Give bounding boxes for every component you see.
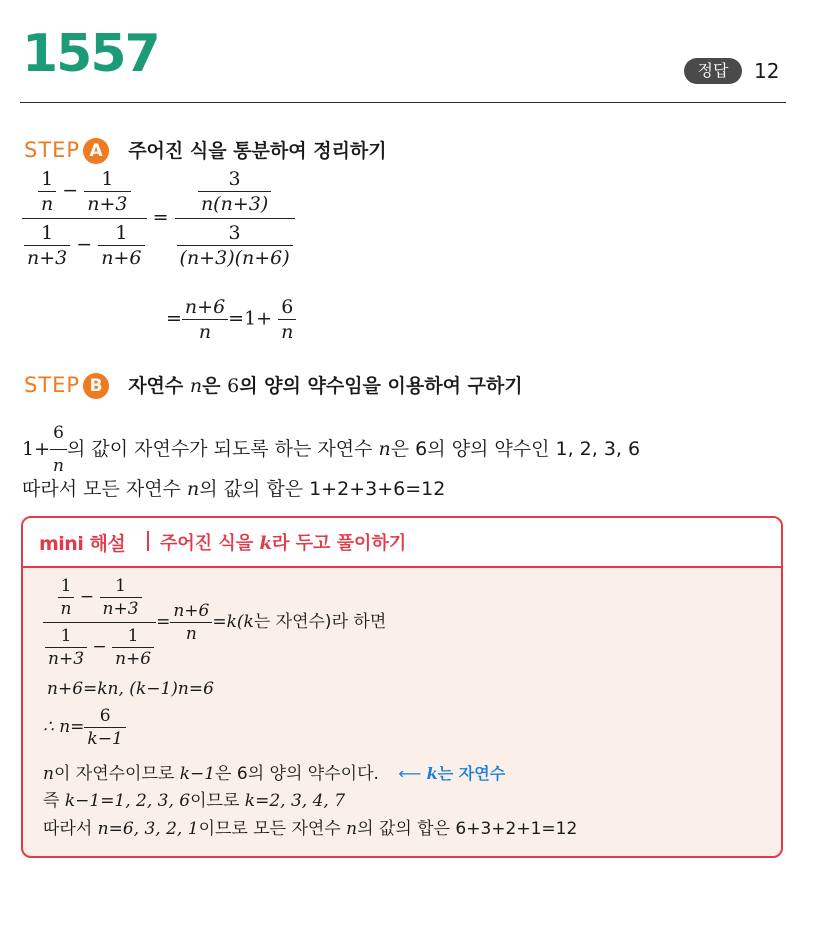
fraction-3-over-n3-n6: $\frac{3}{(n+3)(n+6)}$	[177, 222, 293, 269]
mini-label: mini 해설	[39, 533, 126, 555]
step-b-title: 자연수 n은 6의 양의 약수임을 이용하여 구하기	[128, 375, 523, 397]
mini-line-6: 따라서 n=6, 3, 2, 1이므로 모든 자연수 n의 값의 합은 6+3+2+1=12	[43, 819, 578, 839]
left-arrow-icon: ⟵	[398, 764, 422, 783]
step-a-equation	[22, 168, 295, 269]
mini-line-2: n+6=kn, (k−1)n=6	[47, 679, 214, 699]
fraction-n-plus-6-over-n: $\frac{n+6}{n}$	[182, 296, 228, 343]
problem-number: 1557	[22, 24, 159, 84]
step-b-line-2: 따라서 모든 자연수 n의 값의 합은 1+2+3+6=12	[22, 478, 446, 500]
fraction-1-over-n-plus-3: $\frac{1}{n+3}$	[24, 222, 70, 269]
minus-sign: −	[62, 179, 79, 202]
fraction-1-over-n-plus-3: $\frac{1}{n+3}$	[84, 168, 130, 215]
fraction-1-over-n-plus-6: $\frac{1}{n+6}$	[112, 626, 154, 669]
fraction-6-over-k-minus-1: $\frac{6}{k-1}$	[84, 706, 125, 749]
step-a-heading	[24, 136, 387, 165]
equals-sign: =	[152, 206, 169, 229]
fraction-3-over-n-n3: $\frac{3}{n(n+3)}$	[198, 168, 271, 215]
answer-badge: 정답	[684, 58, 742, 84]
mini-line-4: n이 자연수이므로 k−1은 6의 양의 약수이다. ⟵ k는 자연수	[43, 764, 506, 784]
fraction-6-over-n: $\frac{6}{n}$	[50, 418, 67, 481]
mini-complex-fraction: $\frac{1}{n}$ − $\frac{1}{n+3}$ $\frac{1}{n+3}$ − $\frac{1}{n+6}$	[43, 576, 156, 669]
step-b-line-1: 1+ $\frac{6}{n}$ 의 값이 자연수가 되도록 하는 자연수 n은 6의 양의 약수인 1, 2, 3, 6	[22, 418, 640, 481]
step-a-title: 주어진 식을 통분하여 정리하기	[128, 140, 387, 162]
step-a-letter: A	[83, 138, 109, 164]
complex-fraction-left	[22, 168, 147, 269]
fraction-1-over-n-plus-3: $\frac{1}{n+3}$	[100, 576, 142, 619]
answer-value: 12	[754, 59, 780, 83]
mini-header	[23, 518, 781, 568]
step-b-label: STEP	[24, 373, 81, 397]
step-a-label: STEP	[24, 138, 81, 162]
note-k-natural: k는 자연수	[426, 764, 506, 783]
mini-title: 주어진 식을 k라 두고 풀이하기	[160, 533, 407, 554]
mini-line-3: ∴ n= $\frac{6}{k-1}$	[43, 706, 126, 749]
step-a-result: = $\frac{n+6}{n}$ =1+ $\frac{6}{n}$	[166, 296, 296, 343]
fraction-6-over-n: $\frac{6}{n}$	[278, 296, 296, 343]
fraction-1-over-n-plus-3: $\frac{1}{n+3}$	[45, 626, 87, 669]
step-b-heading	[24, 371, 523, 400]
step-b-letter: B	[83, 373, 109, 399]
header-divider	[20, 102, 786, 103]
complex-fraction-right	[175, 168, 295, 269]
fraction-1-over-n: $\frac{1}{n}$	[58, 576, 75, 619]
minus-sign: −	[76, 233, 93, 256]
fraction-1-over-n: $\frac{1}{n}$	[38, 168, 56, 215]
mini-equation-1: $\frac{1}{n}$ − $\frac{1}{n+3}$ $\frac{1}{n+3}$ − $\frac{1}{n+6}$ = $\frac{n+6}{n}$ =k(k는 자연수)라 하면	[43, 576, 386, 669]
fraction-1-over-n-plus-6: $\frac{1}{n+6}$	[98, 222, 144, 269]
mini-explanation-box	[21, 516, 783, 858]
mini-line-5: 즉 k−1=1, 2, 3, 6이므로 k=2, 3, 4, 7	[43, 791, 346, 811]
mini-divider	[147, 531, 149, 551]
fraction-n-plus-6-over-n: $\frac{n+6}{n}$	[170, 601, 212, 644]
